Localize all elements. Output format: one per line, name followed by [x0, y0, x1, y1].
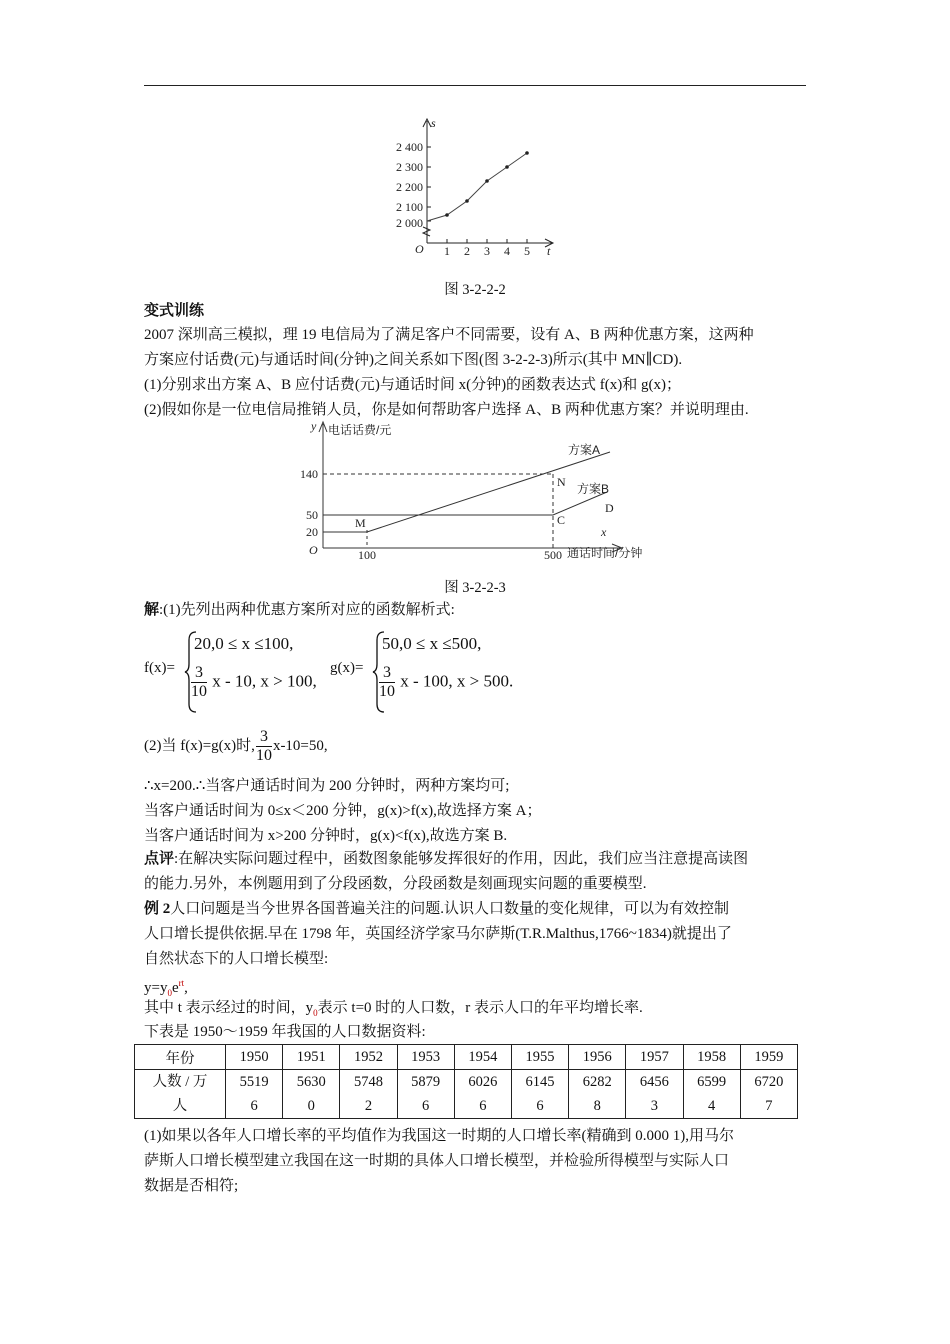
- t-axis-label: t: [547, 244, 551, 255]
- desc-part: 表示 t=0 时的人口数，r 表示人口的年平均增长率.: [317, 1000, 643, 1016]
- plan-a-label: 方案A: [568, 443, 601, 457]
- data-point: [525, 151, 529, 155]
- axis-break-mark: [423, 227, 430, 236]
- y-axis-title: 电话话费/元: [328, 423, 392, 437]
- example-label: 例 2: [144, 901, 171, 917]
- solution-line: ∴x=200.∴当客户通话时间为 200 分钟时，两种方案均可;: [144, 778, 510, 794]
- value-top: 6599: [697, 1074, 727, 1090]
- table-intro: 下表是 1950～1959 年我国的人口数据资料:: [144, 1024, 426, 1040]
- row-label-bottom: 人: [172, 1098, 188, 1114]
- f-case-1: 20,0 ≤ x ≤100,: [194, 634, 294, 653]
- data-point: [465, 199, 469, 203]
- g-name: g(x)=: [330, 660, 364, 676]
- g-case-1: 50,0 ≤ x ≤500,: [382, 634, 482, 653]
- desc-part: 其中 t 表示经过的时间，y: [144, 1000, 314, 1016]
- y-axis-label: y: [311, 419, 317, 433]
- value-top: 5519: [239, 1074, 269, 1090]
- population-cell: [226, 1070, 283, 1119]
- problem-line: 2007 深圳高三模拟，理 19 电信局为了满足客户不同需要，设有 A、B 两种优惠方案，这两种: [144, 327, 754, 343]
- comment-label: 点评: [144, 851, 175, 867]
- formula-subscript: 0: [167, 988, 172, 998]
- question-line: 数据是否相符;: [144, 1178, 239, 1194]
- question-line: (1)如果以各年人口增长率的平均值作为我国这一时期的人口增长率(精确到 0.000 1),用马尔: [144, 1128, 734, 1144]
- y-tick-label: 2 100: [396, 200, 423, 214]
- population-cell: [569, 1070, 626, 1119]
- solution-part2: [144, 724, 328, 768]
- value-bottom: 4: [707, 1098, 716, 1114]
- point-n-label: N: [557, 475, 566, 489]
- x-axis-title: 通话时间/分钟: [567, 546, 643, 560]
- origin-label: O: [309, 543, 318, 557]
- value-top: 6145: [525, 1074, 555, 1090]
- s-t-curve: [427, 153, 527, 221]
- question-line: 萨斯人口增长模型建立我国在这一时期的具体人口增长模型，并检验所得模型与实际人口: [144, 1153, 730, 1169]
- frac-numerator: 3: [191, 664, 207, 683]
- solution-line: 当客户通话时间为 0≤x＜200 分钟，g(x)>f(x),故选择方案 A；: [144, 803, 542, 819]
- year-cell: 1956: [569, 1045, 626, 1070]
- population-cell: [397, 1070, 454, 1119]
- y-tick-label: 2 400: [396, 140, 423, 154]
- f-name: f(x)=: [144, 660, 175, 676]
- f-case-2: [190, 664, 317, 701]
- example-line: [144, 897, 729, 921]
- value-bottom: 6: [250, 1098, 258, 1114]
- population-cell: [740, 1070, 797, 1119]
- y-tick-label: 140: [300, 467, 318, 481]
- formula-superscript: rt: [178, 978, 185, 988]
- x-tick-label: 4: [504, 244, 510, 255]
- plan-b-line: [323, 492, 607, 515]
- x-tick-label: 100: [358, 548, 376, 562]
- year-cell: 1953: [397, 1045, 454, 1070]
- value-top: 6026: [468, 1074, 498, 1090]
- year-cell: 1954: [454, 1045, 511, 1070]
- formula-part: e: [171, 980, 179, 996]
- x-tick-label: 2: [464, 244, 470, 255]
- frac-denominator: 10: [255, 747, 272, 765]
- value-top: 5748: [353, 1074, 383, 1090]
- value-top: 5879: [411, 1074, 441, 1090]
- example-line: 人口增长提供依据.早在 1798 年，英国经济学家马尔萨斯(T.R.Malthus,1766~1834)就提出了: [144, 926, 732, 942]
- frac-numerator: 3: [379, 664, 395, 683]
- value-bottom: 7: [765, 1098, 773, 1114]
- value-bottom: 0: [307, 1098, 315, 1114]
- y-tick-label: 20: [306, 525, 318, 539]
- population-cell: [511, 1070, 568, 1119]
- x-tick-label: 3: [484, 244, 490, 255]
- population-cell: [626, 1070, 683, 1119]
- plan-b-label: 方案B: [577, 482, 610, 496]
- desc-subscript: 0: [313, 1008, 318, 1018]
- x-tick-label: 500: [544, 548, 562, 562]
- year-cell: 1957: [626, 1045, 683, 1070]
- frac-denominator: 10: [191, 683, 207, 700]
- value-bottom: 8: [593, 1098, 601, 1114]
- x-tick-label: 1: [444, 244, 450, 255]
- year-cell: 1952: [340, 1045, 397, 1070]
- figure-caption: 图 3-2-2-3: [444, 580, 506, 596]
- f-case-2-rest: x - 10, x > 100,: [212, 671, 317, 691]
- population-cell: [283, 1070, 340, 1119]
- solution-intro-text: :(1)先列出两种优惠方案所对应的函数解析式:: [159, 602, 455, 618]
- figure-phone-plans: [295, 418, 665, 566]
- piecewise-functions: [144, 630, 804, 714]
- value-top: 6456: [639, 1074, 669, 1090]
- data-point: [485, 179, 489, 183]
- value-top: 5630: [296, 1074, 326, 1090]
- year-cell: 1951: [283, 1045, 340, 1070]
- origin-label: O: [415, 242, 424, 255]
- value-bottom: 2: [364, 1098, 373, 1114]
- population-cell: [454, 1070, 511, 1119]
- row-label-top: 人数 / 万: [152, 1074, 208, 1090]
- value-top: 6720: [754, 1074, 784, 1090]
- part2-post: x-10=50,: [272, 738, 328, 754]
- x-axis-label: x: [601, 525, 607, 539]
- figure-s-t-graph: [385, 115, 570, 255]
- part2-pre: (2)当 f(x)=g(x)时,: [144, 738, 255, 754]
- value-bottom: 6: [422, 1098, 430, 1114]
- point-c-label: C: [557, 513, 566, 527]
- problem-line: (2)假如你是一位电信局推销人员，你是如何帮助客户选择 A、B 两种优惠方案？并说明理由.: [144, 402, 749, 418]
- value-bottom: 6: [536, 1098, 544, 1114]
- table-header-cell: 年份: [135, 1045, 226, 1070]
- figure-caption: 图 3-2-2-2: [444, 282, 506, 298]
- frac-numerator: 3: [256, 728, 272, 747]
- year-cell: 1959: [740, 1045, 797, 1070]
- solution-label: 解: [144, 602, 160, 618]
- g-case-2-rest: x - 100, x > 500.: [400, 671, 514, 691]
- population-cell: [340, 1070, 397, 1119]
- plan-a-line: [323, 452, 610, 532]
- comment-line: [144, 847, 748, 871]
- point-d-label: D: [605, 501, 614, 515]
- solution-intro: [144, 598, 455, 622]
- s-axis-label: s: [431, 116, 436, 130]
- table-row: [135, 1045, 798, 1070]
- problem-line: (1)分别求出方案 A、B 应付话费(元)与通话时间 x(分钟)的函数表达式 f(x)和 g(x)；: [144, 377, 682, 393]
- header-rule: [144, 85, 806, 86]
- year-cell: 1958: [683, 1045, 740, 1070]
- comment-text: :在解决实际问题过程中，函数图象能够发挥很好的作用，因此，我们应当注意提高读图: [174, 851, 749, 867]
- y-tick-label: 2 300: [396, 160, 423, 174]
- population-cell: [683, 1070, 740, 1119]
- comment-line: 的能力.另外，本例题用到了分段函数，分段函数是刻画现实问题的重要模型.: [144, 876, 647, 892]
- value-bottom: 6: [479, 1098, 487, 1114]
- year-cell: 1950: [226, 1045, 283, 1070]
- y-tick-label: 50: [306, 508, 318, 522]
- frac-denominator: 10: [379, 683, 395, 700]
- formula-part: ,: [184, 980, 188, 996]
- value-top: 6282: [582, 1074, 612, 1090]
- value-bottom: 3: [650, 1098, 659, 1114]
- problem-line: 方案应付话费(元)与通话时间(分钟)之间关系如下图(图 3-2-2-3)所示(其中 MN∥CD).: [144, 352, 683, 368]
- formula-part: y=y: [144, 980, 168, 996]
- row-label-cell: [135, 1070, 226, 1119]
- data-point: [445, 213, 449, 217]
- point-m-label: M: [355, 516, 366, 530]
- g-case-2: [378, 664, 513, 701]
- year-cell: 1955: [511, 1045, 568, 1070]
- data-point: [505, 165, 509, 169]
- x-tick-label: 5: [524, 244, 530, 255]
- solution-line: 当客户通话时间为 x>200 分钟时，g(x)<f(x),故选方案 B.: [144, 828, 508, 844]
- y-tick-label: 2 000: [396, 216, 423, 230]
- table-row: [135, 1070, 798, 1119]
- y-tick-label: 2 200: [396, 180, 423, 194]
- population-table: [134, 1044, 798, 1119]
- example-line: 自然状态下的人口增长模型:: [144, 951, 329, 967]
- section-title: 变式训练: [144, 303, 205, 319]
- example-text: 人口问题是当今世界各国普遍关注的问题.认识人口数量的变化规律，可以为有效控制: [170, 901, 730, 917]
